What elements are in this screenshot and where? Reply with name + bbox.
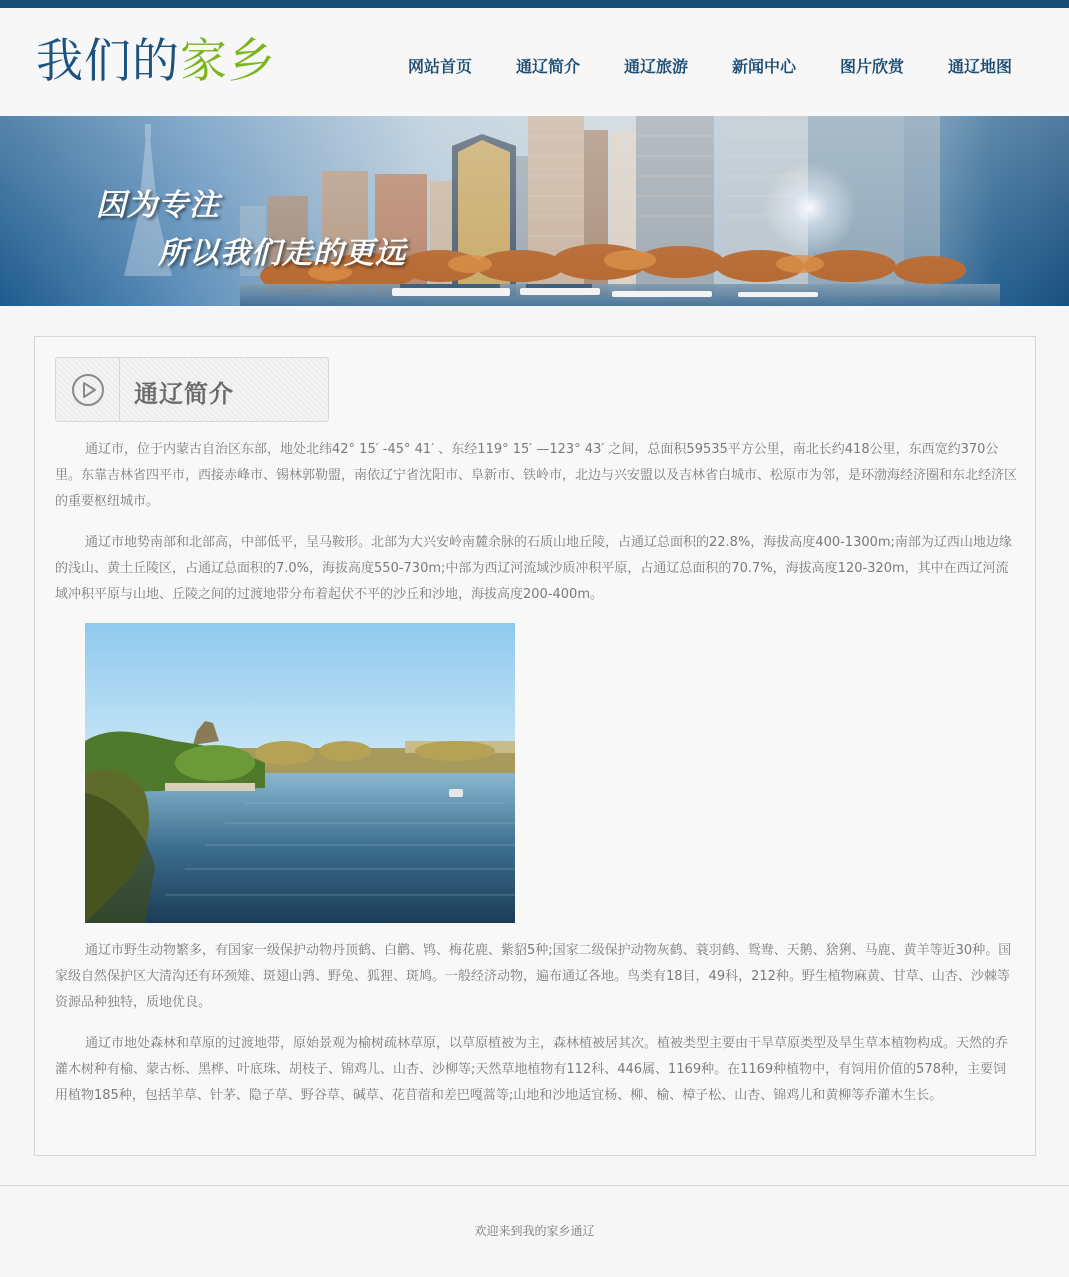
logo-text-part2: 家乡 [180, 34, 276, 89]
nav-item-news[interactable]: 新闻中心 [731, 57, 796, 76]
site-logo[interactable] [36, 30, 276, 94]
section-heading [55, 357, 329, 422]
intro-paragraph-4: 通辽市地处森林和草原的过渡地带，原始景观为榆树疏林草原，以草原植被为主，森林植被居其次。植被类型主要由干旱草原类型及旱生草本植物构成。天然的乔灌木树种有榆、蒙古栎、黑桦、叶底珠、胡枝子、锦鸡儿、山杏、沙柳等;天然草地植物有112科、446属、1169种。在1169种植物中，有饲用价值的578种，主要饲用植物185种，包括羊草、针茅、隐子草、野谷草、碱草、花苜蓿和差巴嘎蒿等;山地和沙地适宜杨、柳、榆、樟子松、山杏、锦鸡儿和黄柳等乔灌木生长。 [55, 1036, 1009, 1103]
nav-item-home[interactable]: 网站首页 [407, 57, 472, 76]
intro-paragraph-3: 通辽市野生动物繁多，有国家一级保护动物丹顶鹤、白鹳、鸨、梅花鹿、紫貂5种;国家二级保护动物灰鹤、蓑羽鹤、鸳鸯、天鹅、猞猁、马鹿、黄羊等近30种。国家级自然保护区大清沟还有环颈雉、斑翅山鹑、野兔、狐狸、斑鸠。一般经济动物，遍布通辽各地。鸟类有18目，49科，212种。野生植物麻黄、甘草、山杏、沙棘等资源品种独特，质地优良。 [55, 943, 1012, 1010]
section-title: 通辽简介 [134, 380, 234, 408]
nav-item-travel[interactable]: 通辽旅游 [623, 57, 688, 76]
site-footer: 欢迎来到我的家乡通辽 [474, 1224, 595, 1238]
footer-divider [0, 1185, 1069, 1186]
logo-text-part1: 我们的 [36, 34, 180, 89]
banner-slogan-line2: 所以我们走的更远 [158, 236, 406, 271]
intro-paragraph-1: 通辽市，位于内蒙古自治区东部，地处北纬42° 15′ -45° 41′ 、东经119° 15′ —123° 43′ 之间，总面积59535平方公里，南北长约418公里，东西宽约370公里。东靠吉林省四平市，西接赤峰市、锡林郭勒盟，南依辽宁省沈阳市、阜新市、铁岭市，北边与兴安盟以及吉林省白城市、松原市为邻，是环渤海经济圈和东北经济区的重要枢纽城市。 [55, 442, 1018, 509]
nav-item-map[interactable]: 通辽地图 [947, 57, 1012, 76]
main-nav [386, 50, 1034, 84]
main-content-panel [34, 336, 1036, 1156]
nav-item-intro[interactable]: 通辽简介 [515, 57, 580, 76]
lake-photo [85, 623, 515, 923]
intro-paragraph-2: 通辽市地势南部和北部高，中部低平，呈马鞍形。北部为大兴安岭南麓余脉的石质山地丘陵，占通辽总面积的22.8%，海拔高度400-1300m;南部为辽西山地边缘的浅山、黄土丘陵区，占通辽总面积的7.0%，海拔高度550-730m;中部为西辽河流域沙质冲积平原，占通辽总面积的70.7%，海拔高度120-320m，其中在西辽河流域冲积平原与山地、丘陵之间的过渡地带分布着起伏不平的沙丘和沙地，海拔高度200-400m。 [55, 535, 1012, 602]
top-accent-bar [0, 0, 1069, 8]
site-header [0, 8, 1069, 116]
banner-slogan-line1: 因为专注 [96, 188, 220, 223]
hero-banner [0, 116, 1069, 306]
nav-item-gallery[interactable]: 图片欣赏 [839, 57, 904, 76]
play-circle-icon [56, 358, 120, 421]
